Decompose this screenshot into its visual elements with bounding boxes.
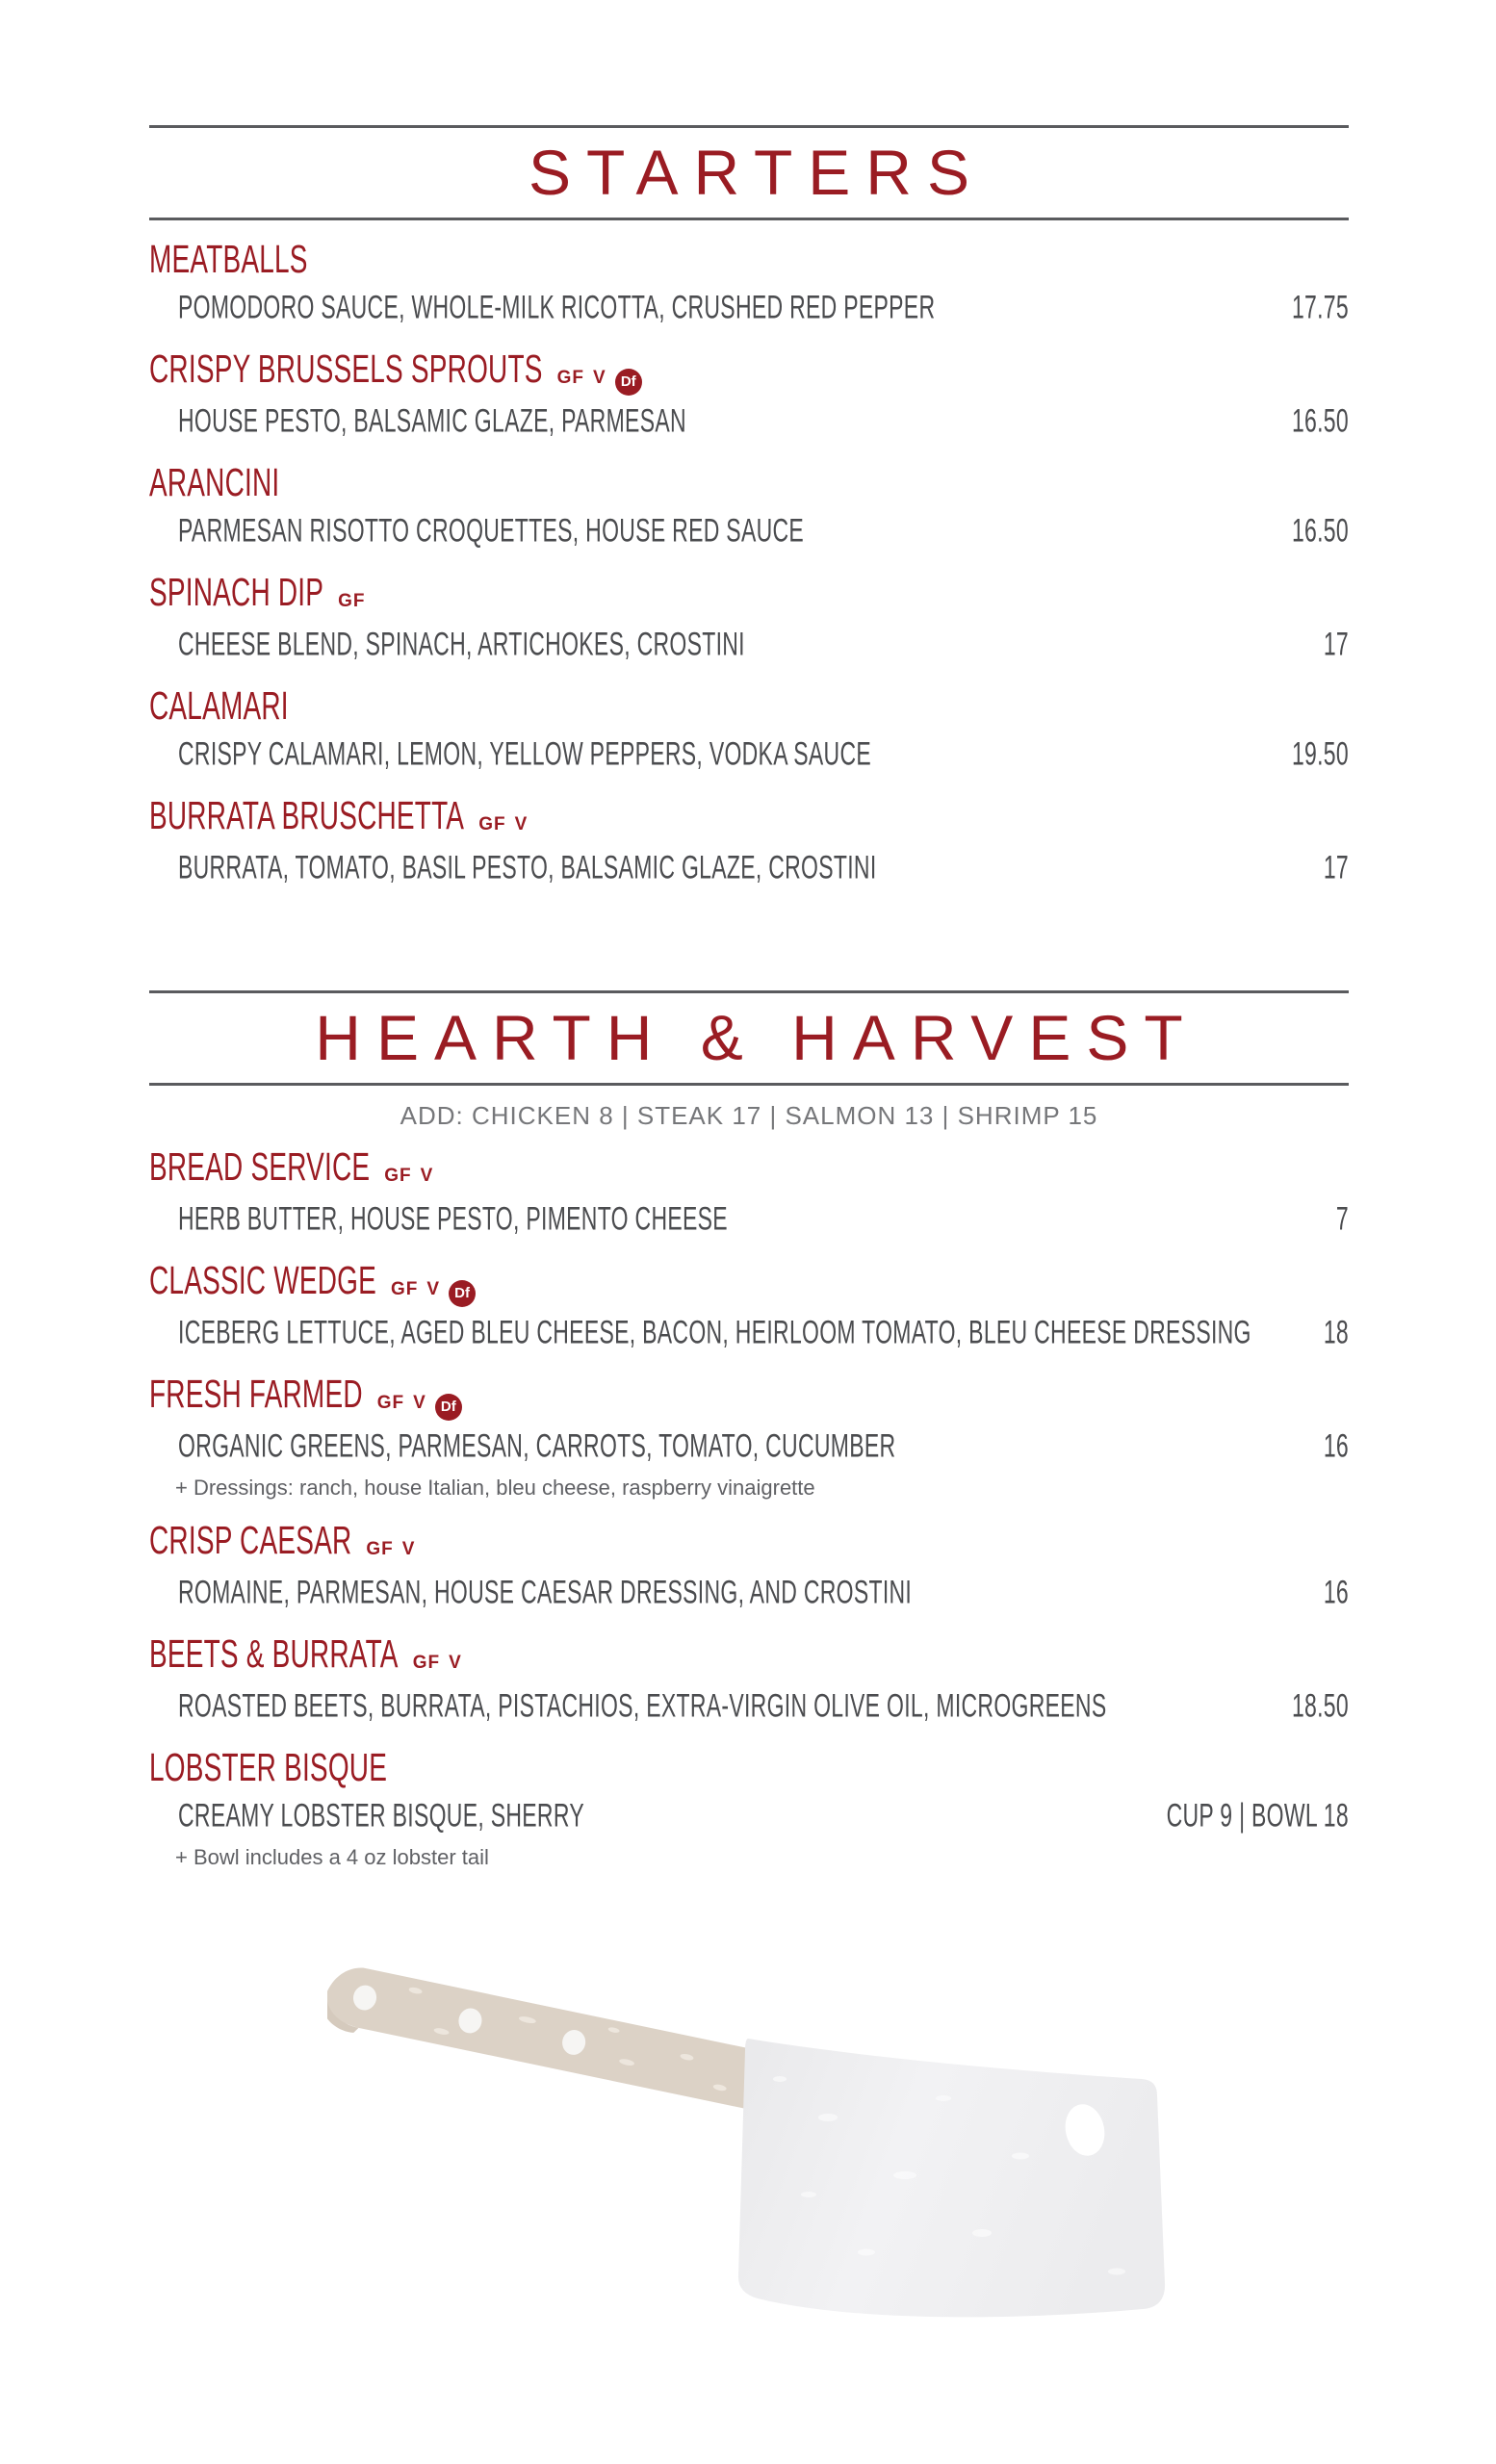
tag-v: V bbox=[593, 368, 606, 388]
menu-item bbox=[149, 570, 1349, 668]
section-items bbox=[149, 1144, 1349, 1872]
item-desc-row bbox=[149, 624, 1349, 668]
menu-item bbox=[149, 237, 1349, 331]
tag-gf: GF bbox=[376, 1393, 405, 1413]
tag-gf: GF bbox=[384, 1166, 412, 1186]
item-name: ARANCINI bbox=[149, 460, 280, 504]
item-price: CUP 9 | BOWL 18 bbox=[1166, 1795, 1349, 1834]
item-name: FRESH FARMED bbox=[149, 1372, 363, 1416]
tag-v: V bbox=[449, 1653, 462, 1673]
item-description: CHEESE BLEND, SPINACH, ARTICHOKES, CROSTINI bbox=[178, 624, 745, 662]
item-desc-row bbox=[149, 733, 1349, 778]
tag-v: V bbox=[420, 1166, 434, 1186]
item-price: 17 bbox=[1323, 847, 1349, 886]
item-name: BREAD SERVICE bbox=[149, 1144, 371, 1189]
item-name: CALAMARI bbox=[149, 683, 289, 728]
item-note: + Dressings: ranch, house Italian, bleu cheese, raspberry vinaigrette bbox=[175, 1476, 815, 1500]
tag-v: V bbox=[413, 1393, 426, 1413]
section-starters bbox=[149, 125, 1349, 891]
tag-gf: GF bbox=[478, 814, 506, 834]
tag-gf: GF bbox=[390, 1279, 419, 1299]
menu-item bbox=[149, 1372, 1349, 1502]
menu bbox=[149, 125, 1349, 1896]
section-items bbox=[149, 237, 1349, 891]
item-desc-row bbox=[149, 400, 1349, 445]
section-hearth-harvest bbox=[149, 990, 1349, 1872]
menu-item bbox=[149, 1745, 1349, 1872]
section-rule-bottom bbox=[149, 1083, 1349, 1086]
item-price: 16.50 bbox=[1291, 510, 1349, 549]
item-note: + Bowl includes a 4 oz lobster tail bbox=[175, 1845, 489, 1869]
item-price: 16 bbox=[1323, 1425, 1349, 1464]
tag-v: V bbox=[514, 814, 529, 834]
section-addons: ADD: CHICKEN 8 | STEAK 17 | SALMON 13 | SHRIMP 15 bbox=[400, 1101, 1098, 1130]
tag-v: V bbox=[426, 1279, 441, 1299]
item-description: ROMAINE, PARMESAN, HOUSE CAESAR DRESSING, AND CROSTINI bbox=[178, 1572, 913, 1610]
item-description: ORGANIC GREENS, PARMESAN, CARROTS, TOMATO, CUCUMBER bbox=[178, 1425, 896, 1464]
item-desc-row bbox=[149, 1425, 1349, 1470]
menu-item bbox=[149, 683, 1349, 778]
cleaver-illustration bbox=[327, 1944, 1174, 2368]
tag-gf: GF bbox=[338, 591, 366, 611]
item-price: 17.75 bbox=[1291, 287, 1349, 325]
item-name: LOBSTER BISQUE bbox=[149, 1745, 388, 1789]
item-description: POMODORO SAUCE, WHOLE-MILK RICOTTA, CRUSHED RED PEPPER bbox=[178, 287, 936, 325]
item-description: HOUSE PESTO, BALSAMIC GLAZE, PARMESAN bbox=[178, 400, 686, 439]
tag-df-badge: Df bbox=[435, 1394, 462, 1421]
item-description: CRISPY CALAMARI, LEMON, YELLOW PEPPERS, VODKA SAUCE bbox=[178, 733, 872, 772]
item-desc-row bbox=[149, 287, 1349, 331]
tag-v: V bbox=[401, 1539, 416, 1559]
item-desc-row bbox=[149, 847, 1349, 891]
item-price: 18.50 bbox=[1291, 1685, 1349, 1724]
menu-item bbox=[149, 1258, 1349, 1356]
item-price: 17 bbox=[1323, 624, 1349, 662]
item-name: BEETS & BURRATA bbox=[149, 1631, 399, 1676]
item-description: BURRATA, TOMATO, BASIL PESTO, BALSAMIC GLAZE, CROSTINI bbox=[178, 847, 877, 886]
item-desc-row bbox=[149, 510, 1349, 554]
item-description: ICEBERG LETTUCE, AGED BLEU CHEESE, BACON, HEIRLOOM TOMATO, BLEU CHEESE DRESSING bbox=[178, 1312, 1251, 1350]
tag-gf: GF bbox=[556, 368, 585, 388]
tag-df-badge: Df bbox=[449, 1280, 476, 1307]
menu-item bbox=[149, 793, 1349, 891]
menu-item bbox=[149, 346, 1349, 445]
item-name: CLASSIC WEDGE bbox=[149, 1258, 376, 1302]
item-name: BURRATA BRUSCHETTA bbox=[149, 793, 465, 837]
menu-item bbox=[149, 1518, 1349, 1616]
item-description: CREAMY LOBSTER BISQUE, SHERRY bbox=[178, 1795, 584, 1834]
cleaver-blade bbox=[327, 2039, 1165, 2317]
item-description: HERB BUTTER, HOUSE PESTO, PIMENTO CHEESE bbox=[178, 1198, 728, 1237]
item-desc-row bbox=[149, 1198, 1349, 1243]
item-name: SPINACH DIP bbox=[149, 570, 324, 614]
menu-item bbox=[149, 1631, 1349, 1730]
item-description: PARMESAN RISOTTO CROQUETTES, HOUSE RED SAUCE bbox=[178, 510, 805, 549]
item-desc-row bbox=[149, 1312, 1349, 1356]
item-price: 16 bbox=[1323, 1572, 1349, 1610]
item-name: CRISPY BRUSSELS SPROUTS bbox=[149, 346, 543, 391]
item-name: MEATBALLS bbox=[149, 237, 308, 281]
menu-item bbox=[149, 460, 1349, 554]
tag-df-badge: Df bbox=[615, 369, 642, 396]
section-rule-bottom bbox=[149, 218, 1349, 220]
section-title: HEARTH & HARVEST bbox=[315, 1002, 1199, 1073]
menu-item bbox=[149, 1144, 1349, 1243]
cleaver-handle bbox=[327, 1962, 759, 2115]
item-name: CRISP CAESAR bbox=[149, 1518, 352, 1562]
tag-gf: GF bbox=[412, 1653, 441, 1673]
section-title: STARTERS bbox=[529, 137, 985, 208]
item-price: 18 bbox=[1323, 1312, 1349, 1350]
item-desc-row bbox=[149, 1572, 1349, 1616]
item-price: 7 bbox=[1335, 1198, 1349, 1237]
item-description: ROASTED BEETS, BURRATA, PISTACHIOS, EXTRA-VIRGIN OLIVE OIL, MICROGREENS bbox=[178, 1685, 1107, 1724]
item-price: 16.50 bbox=[1291, 400, 1349, 439]
item-desc-row bbox=[149, 1795, 1349, 1839]
item-price: 19.50 bbox=[1291, 733, 1349, 772]
tag-gf: GF bbox=[366, 1539, 394, 1559]
item-desc-row bbox=[149, 1685, 1349, 1730]
